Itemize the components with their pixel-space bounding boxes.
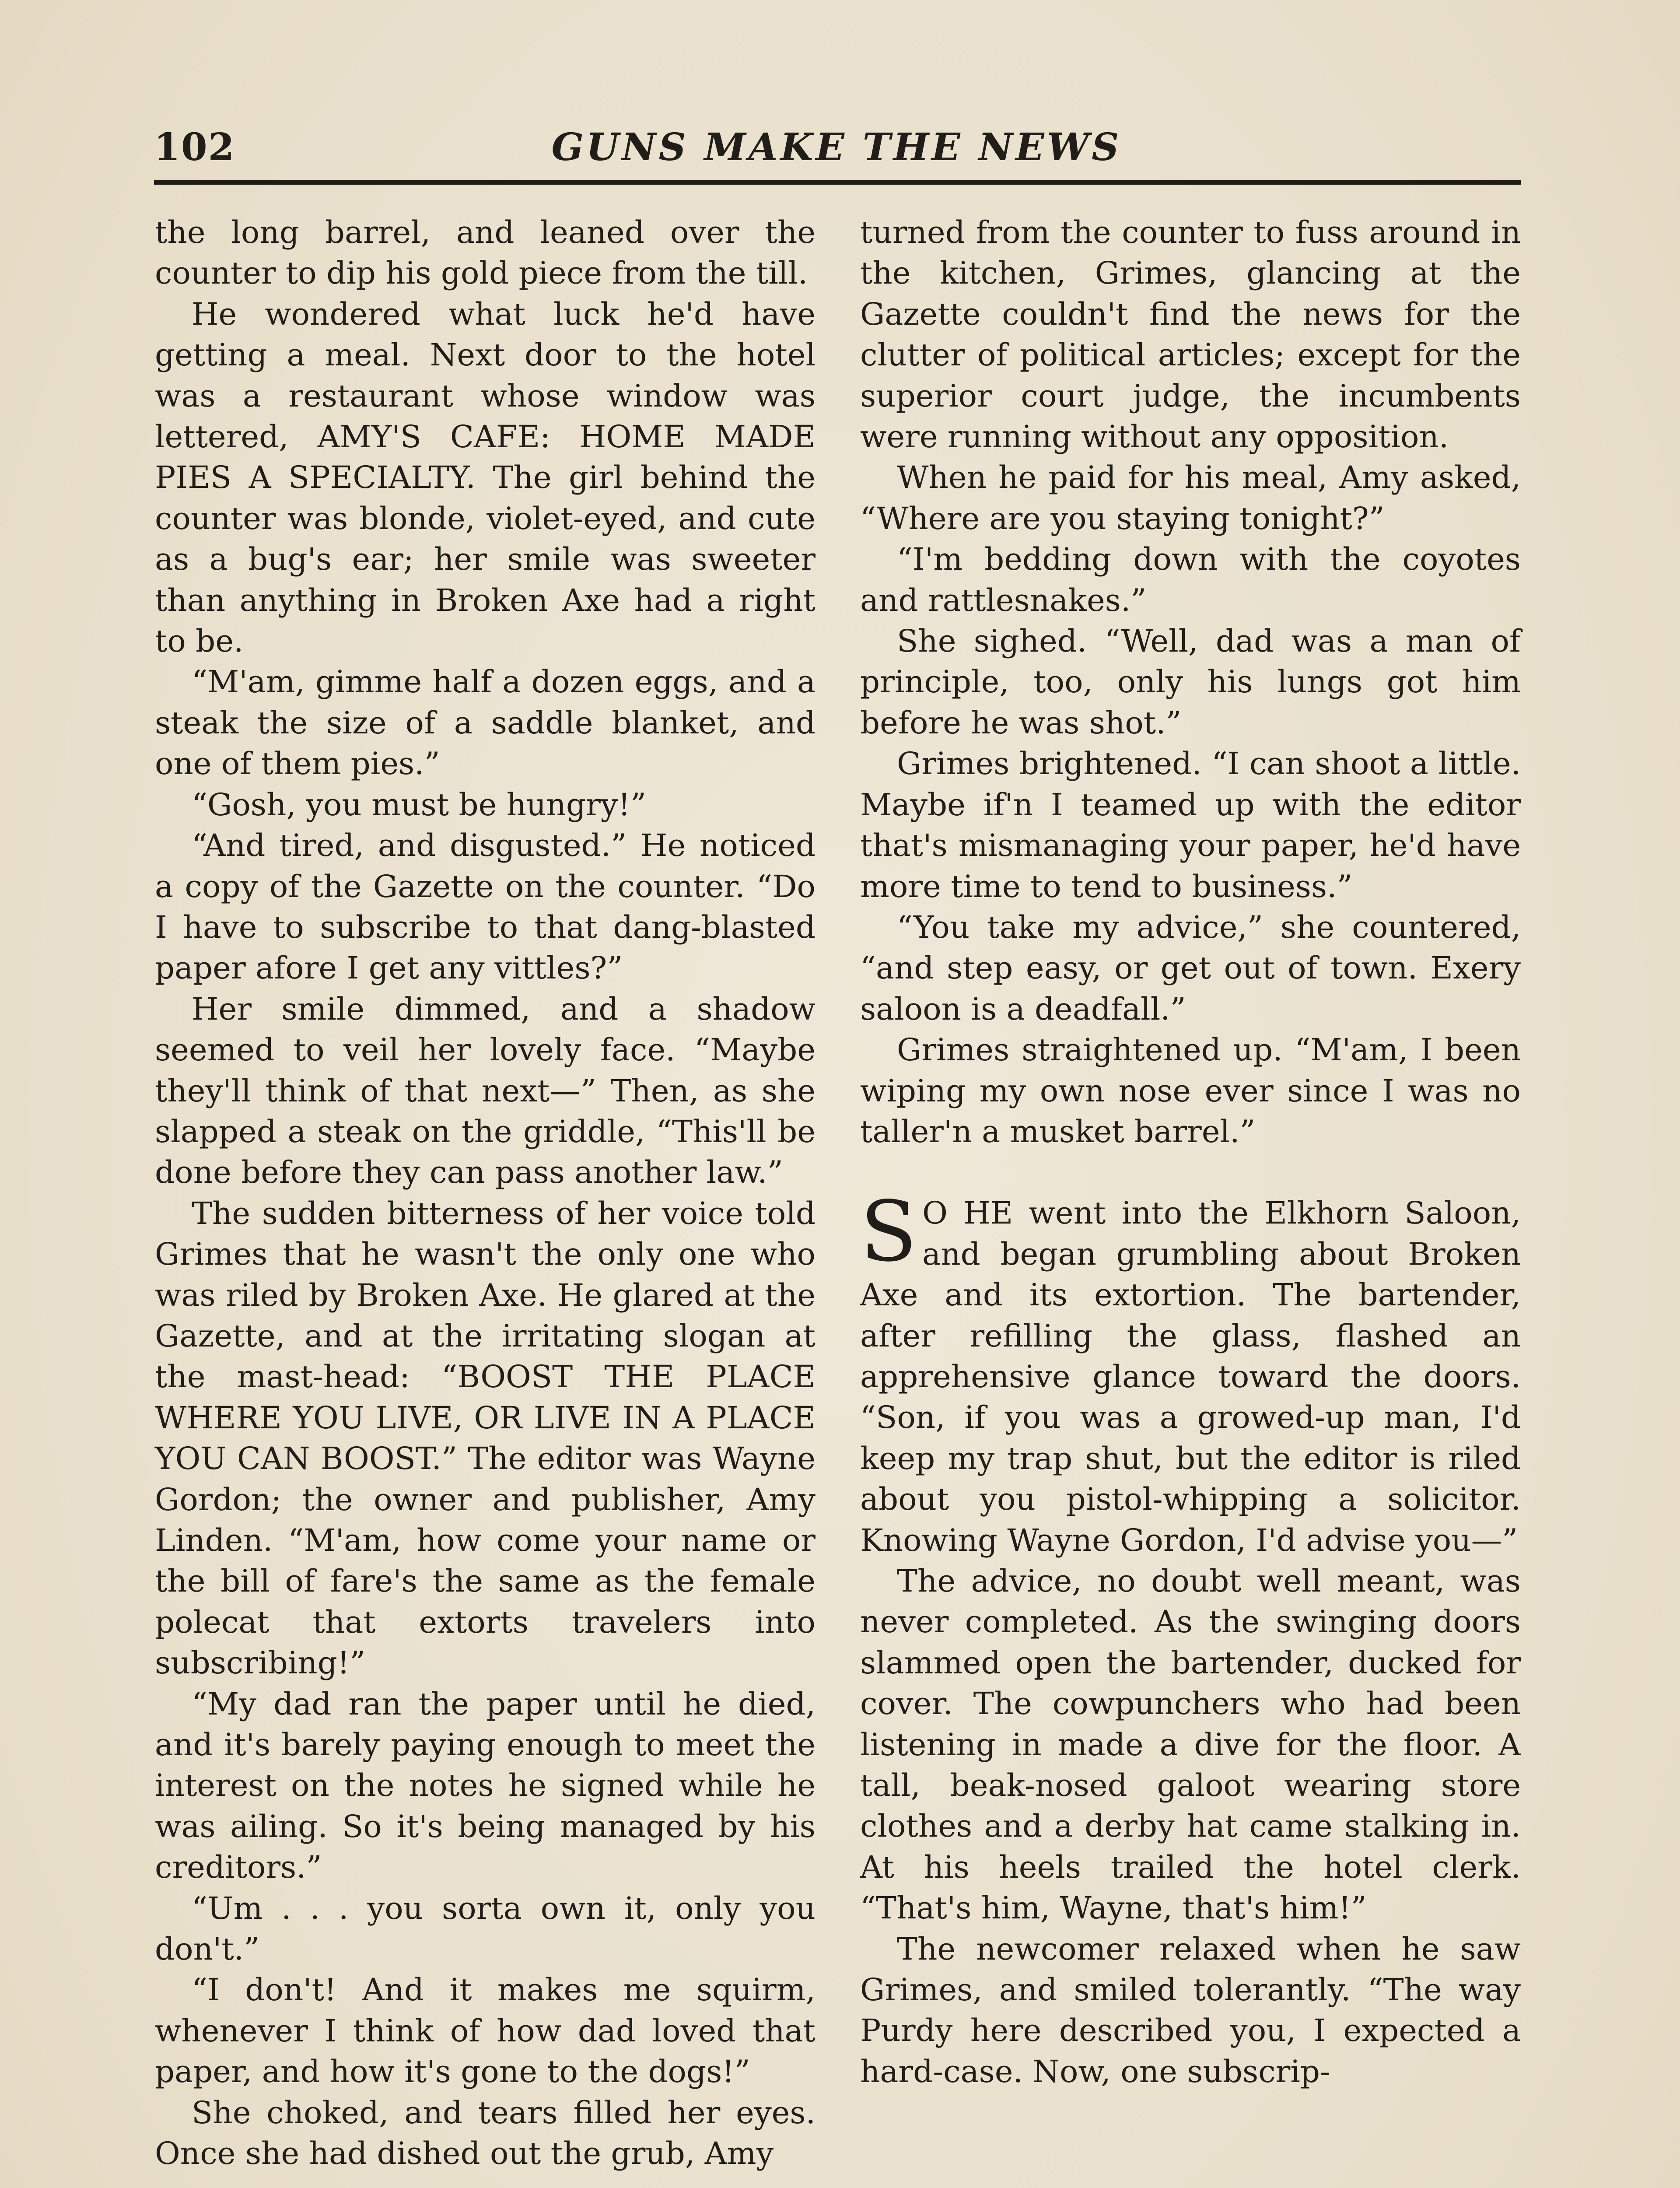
paragraph: Grimes brightened. “I can shoot a little. Maybe if'n I teamed up with the editor that's mismanaging your paper, he'd have more time to tend to business.” [860,746,1521,905]
paragraph: “Gosh, you must be hungry!” [192,786,646,823]
paragraph: When he paid for his meal, Amy asked, “Where are you staying tonight?” [860,459,1521,536]
paragraph: She choked, and tears filled her eyes. Once she had dished out the grub, Amy [155,2094,816,2172]
paragraph: Her smile dimmed, and a shadow seemed to veil her lovely face. “Maybe they'll think of that next—” Then, as she slapped a steak on the griddle, “This'll be done before they can pass another law.” [155,991,816,1191]
section-opening-paragraph [860,1183,1521,1561]
paragraph: the long barrel, and leaned over the counter to dip his gold piece from the till. [155,214,816,291]
paragraph: “Um . . . you sorta own it, only you don't.” [155,1890,816,1967]
drop-cap: S [860,1183,917,1280]
left-column [155,212,816,2174]
paragraph: “You take my advice,” she countered, “and step easy, or get out of town. Exery saloon is a deadfall.” [860,909,1521,1027]
page-number: 102 [154,125,235,169]
paragraph: “I don't! And it makes me squirm, whenever I think of how dad loved that paper, and how it's gone to the dogs!” [155,1972,816,2090]
paragraph: The sudden bitterness of her voice told Grimes that he wasn't the only one who was riled by Broken Axe. He glared at the Gazette, and at the irritating slogan at the mast-head: “BOOST THE PLACE WHERE YOU LIVE, OR LIVE IN A PLACE YOU CAN BOOST.” The editor was Wayne Gordon; the owner and publisher, Amy Linden. “M'am, how come your name or the bill of fare's the same as the female polecat that extorts travelers into subscribing!” [155,1195,816,1681]
running-head-title: GUNS MAKE THE NEWS [551,125,1122,169]
paragraph: “And tired, and disgusted.” He noticed a copy of the Gazette on the counter. “Do I have to subscribe to that dang-blasted paper afore I get any vittles?” [155,828,816,986]
section-opening-text: O HE went into the Elkhorn Saloon, and began grumbling about Broken Axe and its extortion. The bartender, after refilling the glass, flashed an apprehensive glance toward the doors. “Son, if you was a growed-up man, I'd keep my trap shut, but the editor is riled about you pistol-whipping a solicitor. Knowing Wayne Gordon, I'd advise you—” [860,1195,1521,1558]
paragraph: She sighed. “Well, dad was a man of principle, too, only his lungs got him before he was shot.” [860,623,1521,741]
paragraph: “My dad ran the paper until he died, and it's barely paying enough to meet the interest on the notes he signed while he was ailing. So it's being managed by his creditors.” [155,1686,816,1886]
paragraph: He wondered what luck he'd have getting a meal. Next door to the hotel was a restaurant whose window was lettered, AMY'S CAFE: HOME MADE PIES A SPECIALTY. The girl behind the counter was blonde, violet-eyed, and cute as a bug's ear; her smile was sweeter than anything in Broken Axe had a right to be. [155,296,816,659]
page-header [154,125,1519,173]
paragraph: “I'm bedding down with the coyotes and rattlesnakes.” [860,541,1521,618]
paragraph: The newcomer relaxed when he saw Grimes, and smiled tolerantly. “The way Purdy here described you, I expected a hard-case. Now, one subscrip- [860,1931,1521,2090]
paragraph: Grimes straightened up. “M'am, I been wiping my own nose ever since I was no taller'n a musket barrel.” [860,1032,1521,1150]
header-rule [154,180,1521,185]
paragraph: “M'am, gimme half a dozen eggs, and a steak the size of a saddle blanket, and one of them pies.” [155,664,816,782]
paragraph: The advice, no doubt well meant, was never completed. As the swinging doors slammed open the bartender, ducked for cover. The cowpunchers who had been listening in made a dive for the floor. A tall, beak-nosed galoot wearing store clothes and a derby hat came stalking in. At his heels trailed the hotel clerk. “That's him, Wayne, that's him!” [860,1563,1521,1926]
right-column [860,212,1521,2092]
paragraph: turned from the counter to fuss around in the kitchen, Grimes, glancing at the Gazette couldn't find the news for the clutter of political articles; except for the superior court judge, the incumbents were running without any opposition. [860,214,1521,455]
